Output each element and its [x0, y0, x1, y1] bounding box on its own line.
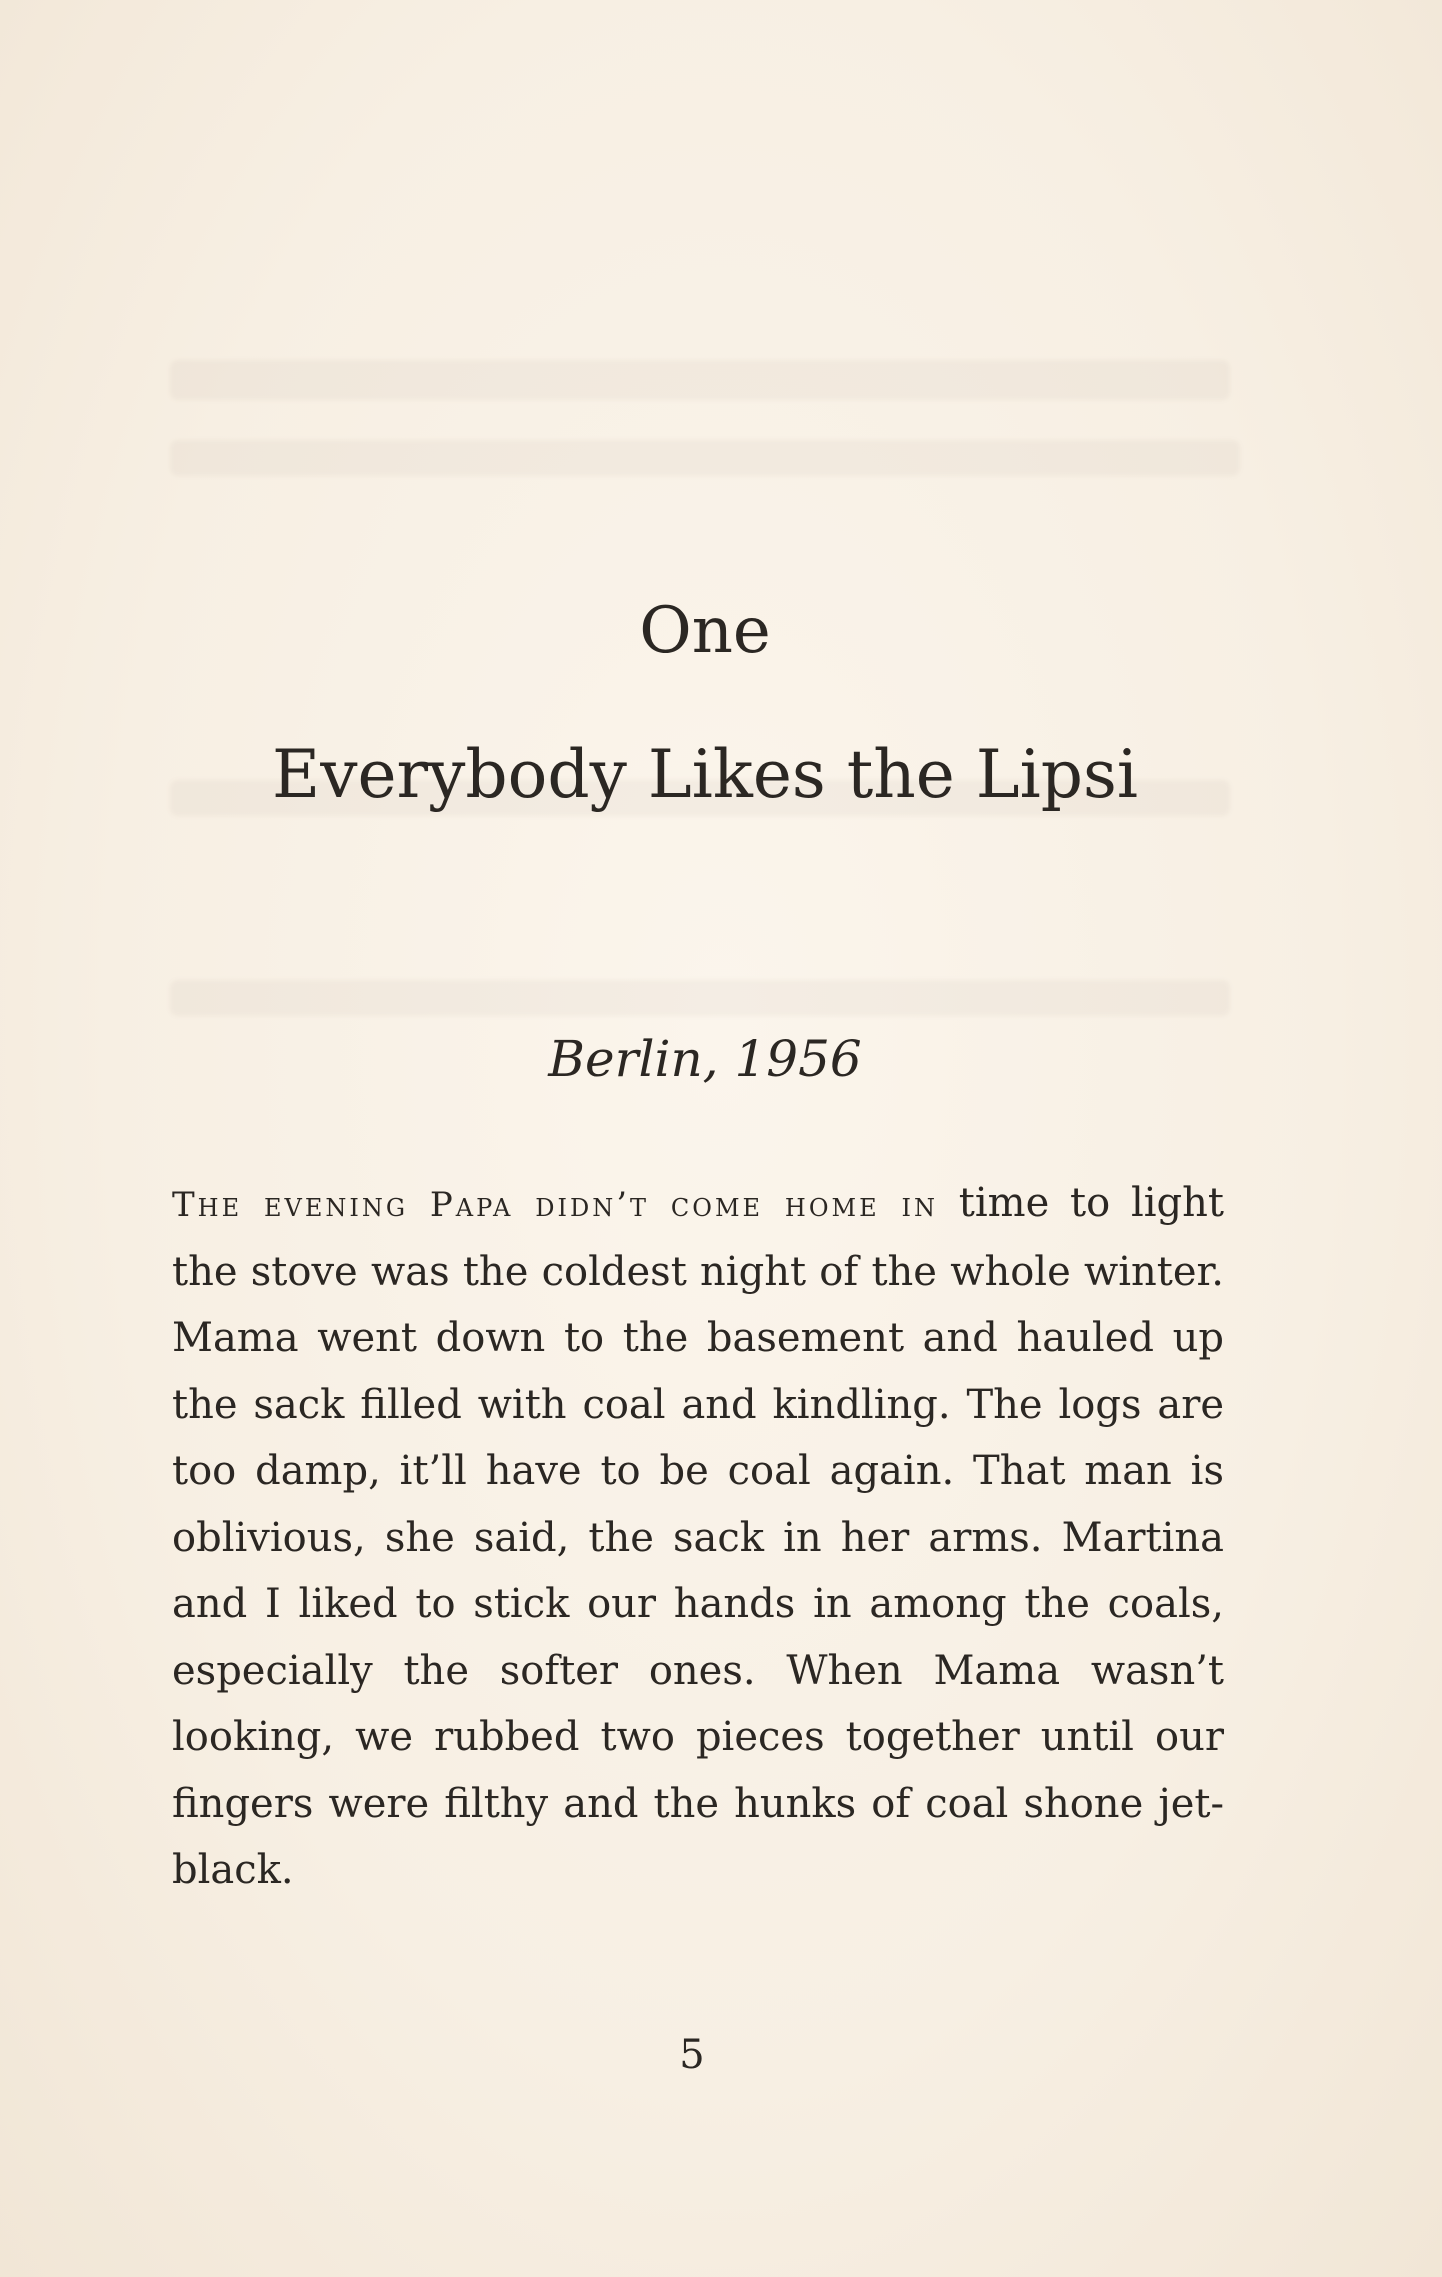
- show-through-shadow: [170, 360, 1230, 400]
- body-paragraph: [172, 1170, 1224, 1904]
- show-through-shadow: [170, 440, 1240, 476]
- chapter-number: One: [639, 593, 771, 668]
- show-through-shadow: [170, 980, 1230, 1016]
- paragraph-text: time to light the stove was the coldest night of the whole winter. Mama went down to the basement and hauled up the sack filled with coal and kindling. The logs are too damp, it’ll have to be coal again. That man is oblivious, she said, the sack in her arms. Martina and I liked to stick our hands in among the coals, especially the softer ones. When Mama wasn’t looking, we rubbed two pieces together until our fingers were filthy and the hunks of coal shone jet-black.: [172, 1180, 1224, 1893]
- small-caps-lead-in: The evening Papa didn’t come home in: [172, 1185, 938, 1225]
- chapter-title: Everybody Likes the Lipsi: [272, 735, 1138, 813]
- chapter-place-date: Berlin, 1956: [548, 1030, 862, 1088]
- page-number: 5: [679, 2032, 705, 2078]
